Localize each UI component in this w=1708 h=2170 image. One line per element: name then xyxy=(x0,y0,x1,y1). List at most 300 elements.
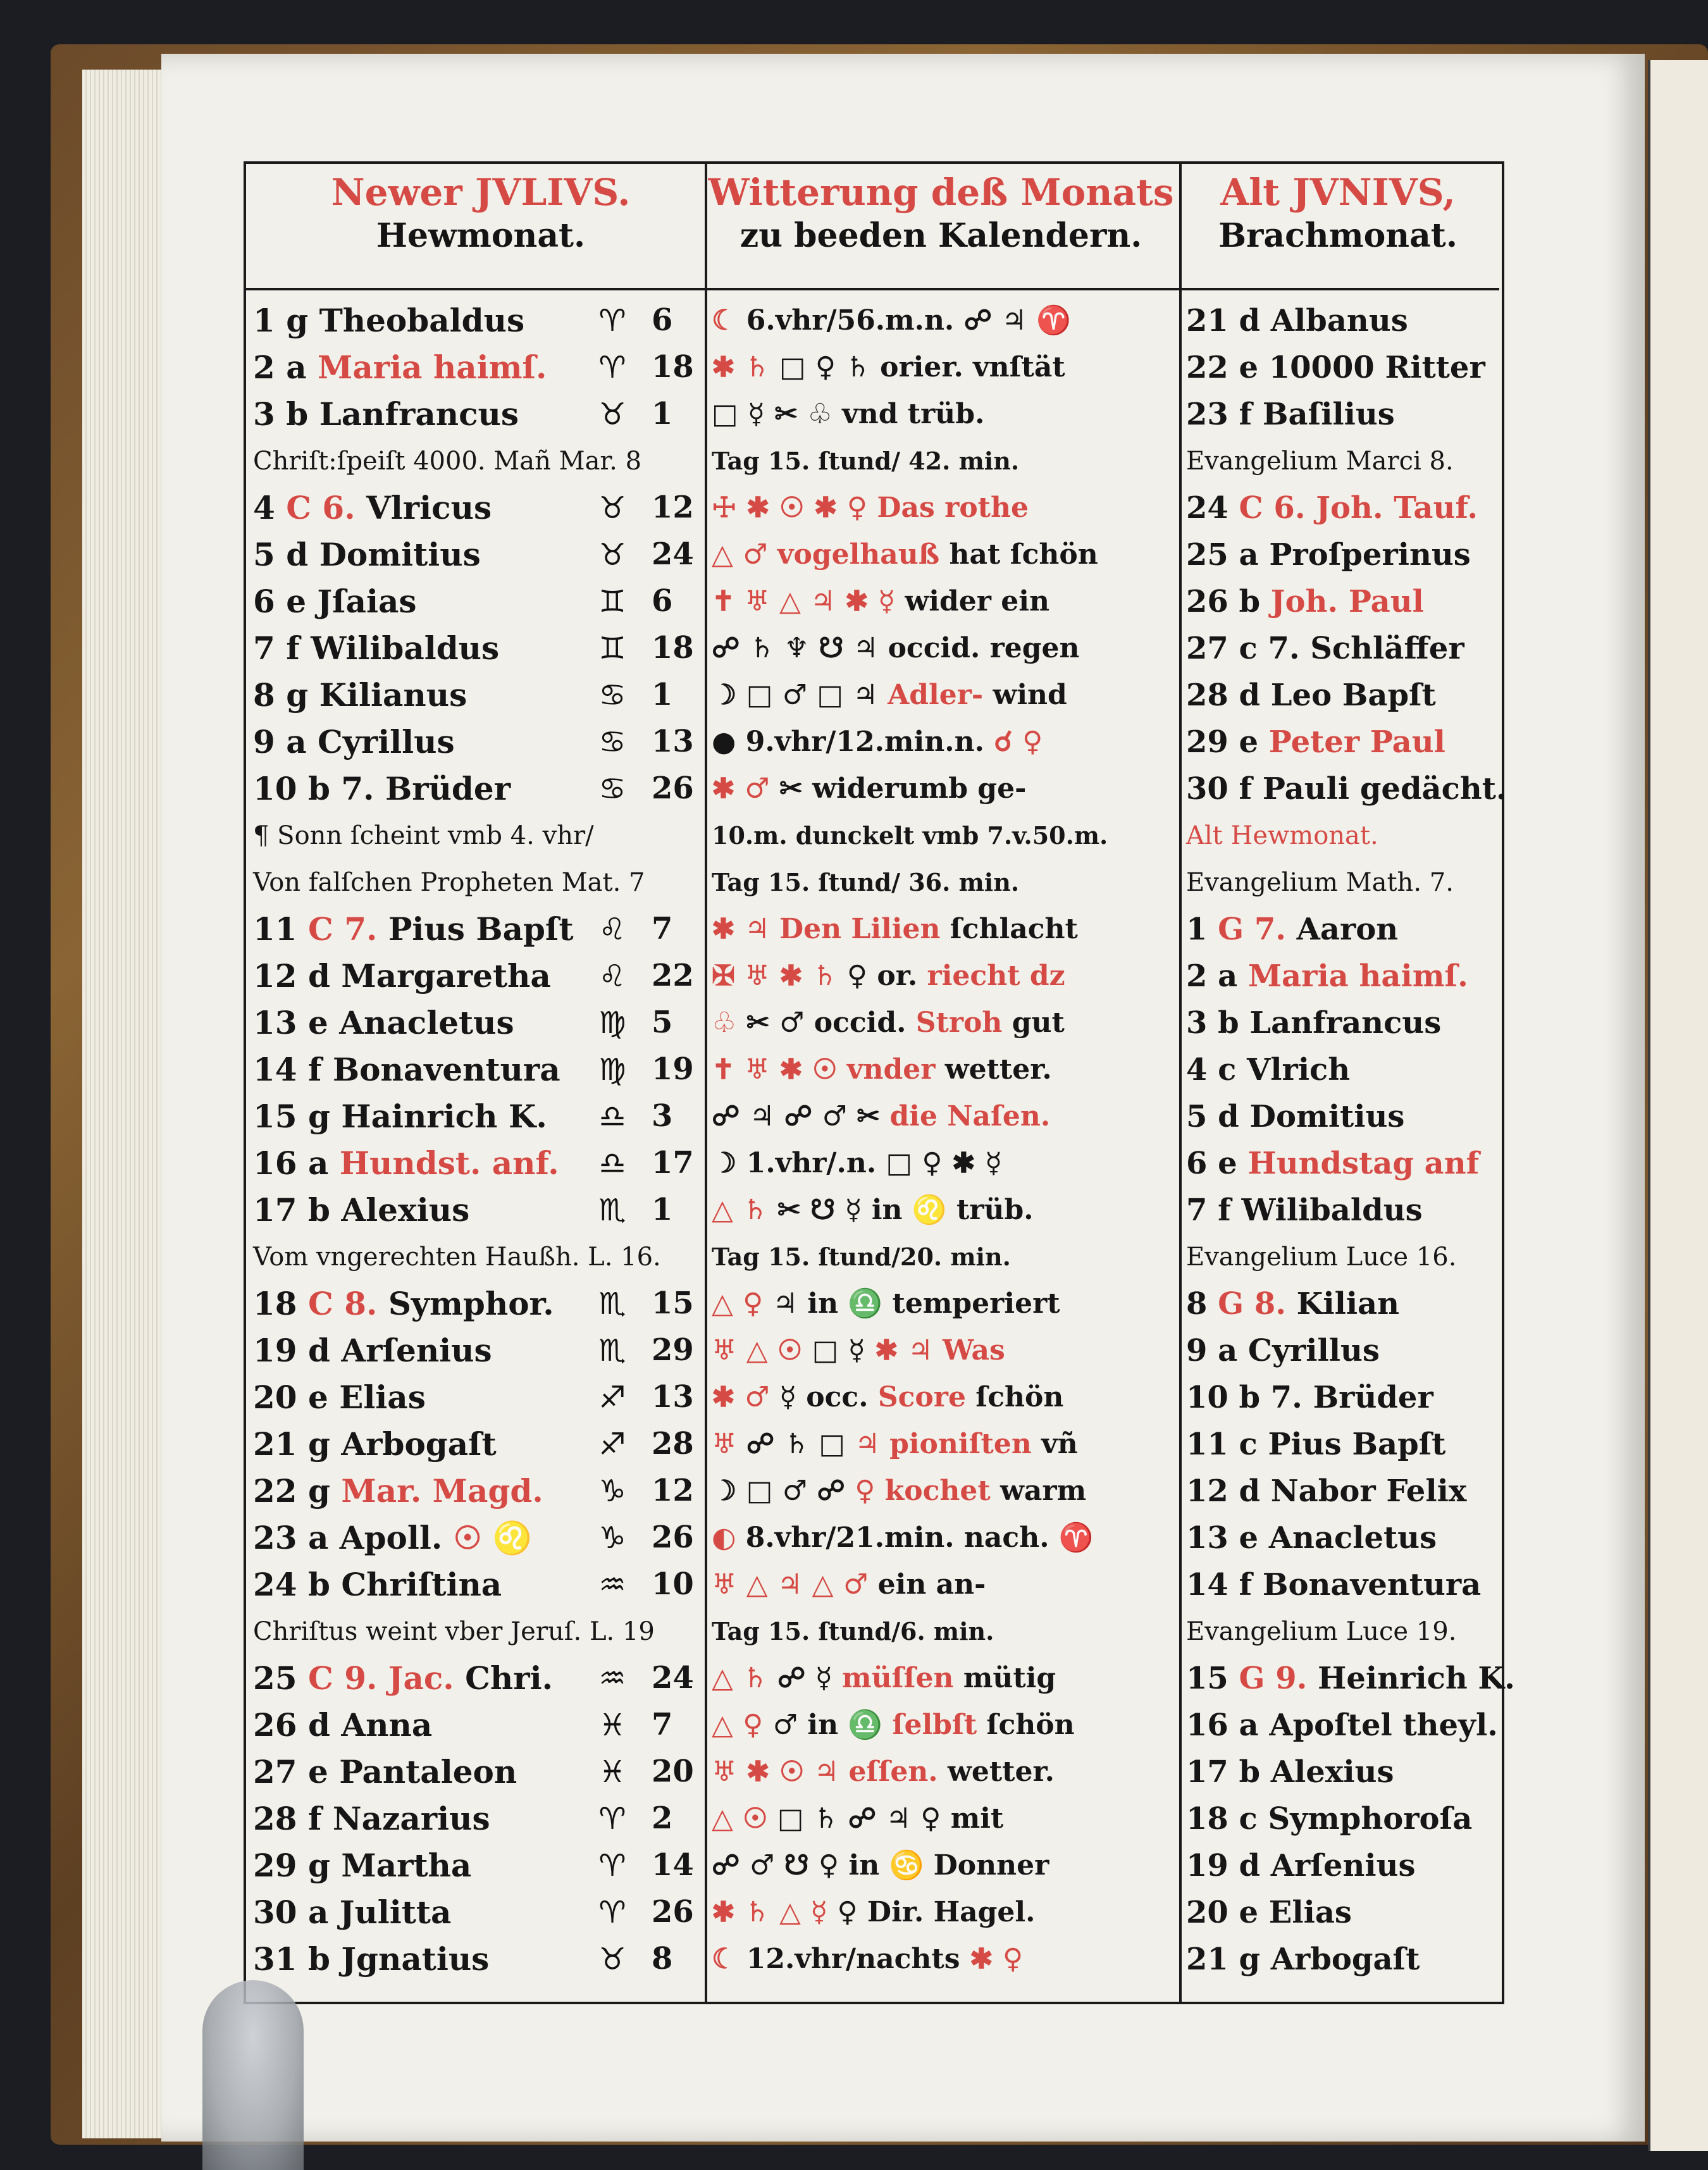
weather-text: ♀ Dir. Hagel. xyxy=(827,1896,1036,1928)
weather-text: ☽ 1.vhr/.n. □ ♀ ✱ ☿ xyxy=(712,1147,1003,1179)
new-calendar-rubric: C 7. xyxy=(308,910,378,948)
weather-rubric: müſſen xyxy=(842,1662,954,1694)
zodiac-sign-icon: ♊ xyxy=(598,584,626,619)
moon-degree-number: 10 xyxy=(652,1566,694,1602)
new-calendar-text: 17 b Alexius xyxy=(253,1191,470,1229)
old-calendar-row xyxy=(1186,1702,1496,1749)
old-calendar-text: 12 d Nabor Felix xyxy=(1186,1473,1467,1509)
weather-rubric: die Naſen. xyxy=(889,1100,1051,1132)
new-calendar-text: 1 g Theobaldus xyxy=(253,302,525,339)
new-calendar-rubric: C 8. xyxy=(308,1285,378,1322)
weather-row xyxy=(712,578,1177,625)
zodiac-sign-icon: ♏ xyxy=(598,1286,626,1322)
old-calendar-text: 17 b Alexius xyxy=(1186,1754,1394,1790)
moon-degree-number: 22 xyxy=(652,958,694,993)
zodiac-sign-icon: ♌ xyxy=(598,958,626,994)
old-calendar-rubric: G 9. xyxy=(1239,1661,1308,1696)
weather-rubric: ♀ kochet xyxy=(855,1475,991,1507)
old-calendar-row xyxy=(1186,766,1507,812)
new-calendar-row xyxy=(253,297,582,344)
weather-rubric: ✱ ♂ xyxy=(712,1381,770,1413)
weather-text: wind xyxy=(983,679,1067,711)
old-calendar-row xyxy=(1186,719,1496,766)
weather-text: ſchön xyxy=(965,1381,1064,1413)
weather-row xyxy=(712,625,1177,672)
old-calendar-row xyxy=(1186,438,1496,485)
weather-text: ✂ ♂ occid. xyxy=(736,1007,916,1039)
header-new-month-black: Hewmonat. xyxy=(376,216,586,255)
new-calendar-text: 11 xyxy=(253,910,308,948)
weather-rubric: ◐ xyxy=(712,1522,736,1554)
moon-degree-number: 17 xyxy=(652,1145,694,1181)
header-old-month-red: Alt JVNIVS, xyxy=(1220,171,1456,214)
new-calendar-text: 9 a Cyrillus xyxy=(253,723,455,760)
weather-row xyxy=(712,1234,1177,1280)
weather-rubric: ✱ ♃ Was xyxy=(874,1334,1005,1367)
new-calendar-text: 5 d Domitius xyxy=(253,536,481,573)
new-calendar-text: 19 d Arſenius xyxy=(253,1332,492,1369)
header-weather xyxy=(705,171,1177,255)
moon-degree-number: 14 xyxy=(652,1847,694,1883)
old-calendar-text: 20 e Elias xyxy=(1186,1895,1352,1930)
weather-note: Tag 15. ſtund/20. min. xyxy=(712,1243,1011,1271)
weather-rubric: ☾ xyxy=(712,1943,737,1975)
old-calendar-text: 2 a xyxy=(1186,958,1248,994)
old-calendar-text: 22 e 10000 Ritter xyxy=(1186,350,1485,385)
new-calendar-text: 31 b Jgnatius xyxy=(253,1940,490,1978)
old-calendar-text: 5 d Domitius xyxy=(1186,1099,1405,1134)
weather-rubric: ♅ ✱ ☉ ♃ eſſen. xyxy=(712,1756,938,1788)
new-calendar-text: 22 g xyxy=(253,1472,342,1510)
zodiac-sign-icon: ♉ xyxy=(598,537,626,573)
zodiac-sign-icon: ♉ xyxy=(598,397,626,432)
weather-row xyxy=(712,1046,1177,1093)
new-calendar-rubric: Hundst. anf. xyxy=(339,1144,559,1182)
zodiac-sign-icon: ♒ xyxy=(598,1567,626,1603)
old-calendar-text: 29 e xyxy=(1186,724,1269,760)
weather-rubric: riecht dz xyxy=(927,960,1065,992)
new-calendar-row xyxy=(253,1374,582,1421)
old-calendar-text: 8 xyxy=(1186,1286,1218,1322)
old-calendar-rubric: Hundstag anf xyxy=(1247,1146,1480,1181)
old-calendar-rubric: Peter Paul xyxy=(1268,724,1445,760)
new-calendar-text: 25 xyxy=(253,1659,308,1697)
old-calendar-text: 14 f Bonaventura xyxy=(1186,1567,1482,1603)
new-calendar-row xyxy=(253,1889,582,1936)
weather-note: Tag 15. ſtund/6. min. xyxy=(712,1617,994,1646)
weather-row xyxy=(712,1421,1177,1468)
new-calendar-text: 18 xyxy=(253,1285,308,1322)
old-calendar-row xyxy=(1186,485,1496,531)
weather-row xyxy=(712,1749,1177,1795)
new-calendar-text: 28 f Nazarius xyxy=(253,1800,490,1837)
weather-text: □ ♄ ☍ ♃ ♀ mit xyxy=(767,1802,1004,1835)
new-calendar-text: Vlricus xyxy=(355,489,492,526)
new-calendar-row xyxy=(253,625,582,672)
old-calendar-row xyxy=(1186,859,1496,906)
zodiac-sign-icon: ♍ xyxy=(598,1005,626,1041)
moon-degree-number: 20 xyxy=(652,1754,694,1789)
weather-note: Tag 15. ſtund/ 36. min. xyxy=(712,868,1020,896)
old-calendar-row xyxy=(1186,1421,1496,1468)
weather-row xyxy=(712,953,1177,1000)
weather-note: Tag 15. ſtund/ 42. min. xyxy=(712,447,1020,475)
new-calendar-rubric: Mar. Magd. xyxy=(341,1472,543,1510)
zodiac-sign-icon: ♋ xyxy=(598,724,626,760)
old-calendar-text: 23 f Baſilius xyxy=(1186,397,1395,432)
weather-text: ſchlacht xyxy=(940,913,1078,945)
old-calendar-row xyxy=(1186,1608,1496,1655)
weather-rubric: ♅ xyxy=(712,1428,737,1460)
zodiac-sign-icon: ♓ xyxy=(598,1708,626,1743)
weather-rubric: △ ♀ xyxy=(712,1287,764,1320)
old-calendar-text: 21 d Albanus xyxy=(1186,303,1408,338)
new-calendar-text: 13 e Anacletus xyxy=(253,1004,514,1041)
weather-rubric: ✱ ♂ xyxy=(712,772,770,805)
moon-degree-number: 5 xyxy=(652,1005,673,1040)
weather-text: ein an- xyxy=(868,1568,986,1601)
new-calendar-text: 26 d Anna xyxy=(253,1706,433,1744)
new-calendar-row xyxy=(253,953,582,1000)
weather-row xyxy=(712,672,1177,719)
moon-degree-number: 26 xyxy=(652,771,694,806)
old-calendar-text: 30 f Pauli gedächt. xyxy=(1186,771,1507,807)
thumb-holding-page xyxy=(202,1980,304,2170)
weather-rubric: ✱ ♄ xyxy=(712,351,770,383)
new-calendar-row xyxy=(253,1234,661,1280)
weather-text: hat ſchön xyxy=(939,538,1098,571)
old-calendar-rubric: G 8. xyxy=(1218,1286,1286,1322)
old-calendar-row xyxy=(1186,1327,1496,1374)
weather-row xyxy=(712,812,1177,859)
weather-text: vñ xyxy=(1031,1428,1078,1460)
old-calendar-row xyxy=(1186,1374,1496,1421)
moon-degree-number: 28 xyxy=(652,1426,694,1461)
weather-rubric: ☾ xyxy=(712,304,737,337)
weather-row xyxy=(712,859,1177,906)
weather-text: ✂ ☋ ☿ in ♌ trüb. xyxy=(767,1194,1034,1226)
old-calendar-row xyxy=(1186,812,1496,859)
new-calendar-row xyxy=(253,531,582,578)
new-calendar-text: 14 f Bonaventura xyxy=(253,1051,560,1088)
weather-row xyxy=(712,531,1177,578)
moon-degree-number: 12 xyxy=(652,490,694,525)
new-calendar-row xyxy=(253,672,582,719)
weather-row xyxy=(712,1561,1177,1608)
moon-degree-number: 24 xyxy=(652,1660,694,1696)
zodiac-sign-icon: ♐ xyxy=(598,1380,626,1415)
weather-row xyxy=(712,1702,1177,1749)
old-calendar-text: 13 e Anacletus xyxy=(1186,1520,1437,1556)
weather-row xyxy=(712,1000,1177,1046)
weather-text: gut xyxy=(1002,1007,1065,1039)
moon-degree-number: 8 xyxy=(652,1941,673,1976)
new-calendar-row xyxy=(253,391,582,438)
new-calendar-row xyxy=(253,1795,582,1842)
old-calendar-text: 24 xyxy=(1186,490,1239,526)
old-calendar-row xyxy=(1186,1655,1515,1702)
old-calendar-text: 16 a Apoſtel theyl. xyxy=(1186,1708,1498,1743)
weather-rubric: ☩ ✱ ☉ ✱ ♀ Das rothe xyxy=(712,492,1029,524)
new-calendar-row xyxy=(253,1842,582,1889)
old-calendar-text: 3 b Lanfrancus xyxy=(1186,1005,1442,1041)
old-calendar-text: 7 f Wilibaldus xyxy=(1186,1193,1423,1228)
weather-text: ☍ ♄ □ xyxy=(736,1428,855,1460)
zodiac-sign-icon: ♎ xyxy=(598,1146,626,1181)
header-weather-red: Witterung deß Monats xyxy=(708,171,1174,214)
old-calendar-rubric: Maria haimſ. xyxy=(1247,958,1468,994)
new-calendar-row xyxy=(253,578,582,625)
old-calendar-row xyxy=(1186,1468,1496,1515)
old-calendar-row xyxy=(1186,1936,1496,1983)
zodiac-sign-icon: ♏ xyxy=(598,1333,626,1368)
old-calendar-text: 1 xyxy=(1186,912,1218,947)
old-calendar-note: Evangelium Marci 8. xyxy=(1186,447,1454,476)
old-calendar-rubric: Joh. Paul xyxy=(1270,584,1424,619)
old-calendar-row xyxy=(1186,906,1496,953)
zodiac-sign-icon: ♋ xyxy=(598,771,626,807)
old-calendar-row xyxy=(1186,391,1496,438)
old-calendar-text: 21 g Arbogaſt xyxy=(1186,1942,1420,1977)
old-calendar-red-note: Alt Hewmonat. xyxy=(1186,821,1378,850)
weather-row xyxy=(712,391,1177,438)
zodiac-sign-icon: ♍ xyxy=(598,1052,626,1088)
column-divider-2 xyxy=(1179,164,1182,2002)
new-calendar-rubric: ☉ ♌ xyxy=(453,1519,533,1556)
new-calendar-text: Pius Bapſt xyxy=(377,910,574,948)
column-divider-1 xyxy=(705,164,707,2002)
header-old-month-black: Brachmonat. xyxy=(1218,216,1457,255)
weather-row xyxy=(712,1515,1177,1561)
weather-row xyxy=(712,1468,1177,1515)
new-calendar-row xyxy=(253,344,582,391)
old-calendar-row xyxy=(1186,625,1496,672)
new-calendar-note: Vom vngerechten Haußh. L. 16. xyxy=(253,1243,661,1272)
new-calendar-row xyxy=(253,1936,582,1983)
old-calendar-text: 9 a Cyrillus xyxy=(1186,1333,1380,1368)
new-calendar-row xyxy=(253,1749,582,1795)
new-calendar-row xyxy=(253,1187,582,1234)
weather-rubric: Score xyxy=(877,1381,966,1413)
weather-text: 12.vhr/nachts xyxy=(736,1943,970,1975)
old-calendar-row xyxy=(1186,1093,1496,1140)
new-calendar-text: Chri. xyxy=(454,1659,554,1697)
weather-row xyxy=(712,719,1177,766)
old-calendar-text: 15 xyxy=(1186,1661,1239,1696)
old-calendar-text: 19 d Arſenius xyxy=(1186,1848,1416,1883)
zodiac-sign-icon: ♎ xyxy=(598,1099,626,1134)
old-calendar-row xyxy=(1186,297,1496,344)
old-calendar-row xyxy=(1186,1000,1496,1046)
old-calendar-rubric: C 6. Joh. Tauf. xyxy=(1239,490,1478,526)
zodiac-sign-icon: ♈ xyxy=(598,1848,626,1883)
old-calendar-row xyxy=(1186,1234,1496,1280)
weather-text: ✂ widerumb ge- xyxy=(769,772,1027,805)
new-calendar-text: 27 e Pantaleon xyxy=(253,1753,517,1790)
zodiac-sign-icon: ♊ xyxy=(598,631,626,666)
zodiac-sign-icon: ♑ xyxy=(598,1520,626,1556)
new-calendar-text: 3 b Lanfrancus xyxy=(253,395,519,433)
header-weather-black: zu beeden Kalendern. xyxy=(740,216,1142,255)
old-calendar-rubric: G 7. xyxy=(1218,912,1286,947)
new-calendar-text: 23 a Apoll. xyxy=(253,1519,454,1556)
new-calendar-row xyxy=(253,906,582,953)
weather-row xyxy=(712,1327,1177,1374)
moon-degree-number: 18 xyxy=(652,349,694,385)
old-calendar-row xyxy=(1186,1889,1496,1936)
weather-rubric: ✝ ♅ △ ♃ ✱ ☿ xyxy=(712,585,896,617)
weather-rubric: ſelbſt xyxy=(892,1709,977,1741)
weather-rubric: ✝ ♅ ✱ ☉ vnder xyxy=(712,1053,936,1086)
old-calendar-row xyxy=(1186,1280,1496,1327)
weather-row xyxy=(712,344,1177,391)
zodiac-sign-icon: ♈ xyxy=(598,350,626,385)
new-calendar-row xyxy=(253,1280,582,1327)
moon-degree-number: 26 xyxy=(652,1520,694,1555)
old-calendar-note: Evangelium Math. 7. xyxy=(1186,868,1454,897)
new-calendar-text: 21 g Arbogaſt xyxy=(253,1425,497,1463)
new-calendar-rubric: C 6. xyxy=(286,489,356,526)
zodiac-sign-icon: ♉ xyxy=(598,1942,626,1977)
new-calendar-text: 24 b Chriſtina xyxy=(253,1566,502,1603)
old-calendar-text: Heinrich K. xyxy=(1307,1661,1515,1696)
weather-rubric: △ ♄ xyxy=(712,1194,768,1226)
zodiac-sign-icon: ♌ xyxy=(598,912,626,947)
weather-rubric: △ ♂ vogelhauß xyxy=(712,538,940,571)
new-calendar-note: Von falſchen Propheten Mat. 7 xyxy=(253,868,645,897)
new-calendar-row xyxy=(253,1140,582,1187)
new-calendar-text: 20 e Elias xyxy=(253,1379,426,1416)
new-calendar-row xyxy=(253,485,582,531)
weather-row xyxy=(712,1608,1177,1655)
new-calendar-row xyxy=(253,1515,582,1561)
weather-rubric: ✱ ♄ △ ☿ xyxy=(712,1896,828,1928)
old-calendar-text: Kilian xyxy=(1285,1286,1400,1322)
weather-text: 8.vhr/21.min. nach. ♈ xyxy=(736,1522,1094,1554)
weather-text: □ ☿ ✂ ♧ vnd trüb. xyxy=(712,398,985,430)
weather-text: ☍ ♂ ☋ ♀ in ♋ Donner xyxy=(712,1849,1049,1882)
old-calendar-row xyxy=(1186,1842,1496,1889)
moon-degree-number: 29 xyxy=(652,1332,694,1368)
weather-text: ☽ □ ♂ □ ♃ xyxy=(712,679,888,711)
moon-degree-number: 26 xyxy=(652,1894,694,1930)
old-calendar-row xyxy=(1186,672,1496,719)
old-calendar-text: Aaron xyxy=(1285,912,1399,947)
new-calendar-text: 30 a Julitta xyxy=(253,1894,452,1931)
new-calendar-note: Chriſtus weint vber Jeruſ. L. 19 xyxy=(253,1617,655,1646)
new-calendar-note: Chriſt:ſpeiſt 4000. Mañ Mar. 8 xyxy=(253,447,642,476)
zodiac-sign-icon: ♋ xyxy=(598,678,626,713)
new-calendar-row xyxy=(253,1655,582,1702)
weather-text: ſchön xyxy=(977,1709,1075,1741)
zodiac-sign-icon: ♏ xyxy=(598,1193,626,1228)
old-calendar-row xyxy=(1186,1187,1496,1234)
new-calendar-text: 12 d Margaretha xyxy=(253,957,551,995)
zodiac-sign-icon: ♈ xyxy=(598,303,626,338)
header-rule xyxy=(244,288,1499,290)
old-calendar-text: 4 c Vlrich xyxy=(1186,1052,1351,1088)
weather-text: 6.vhr/56.m.n. ☍ ♃ ♈ xyxy=(736,304,1071,337)
moon-degree-number: 13 xyxy=(652,724,694,759)
old-calendar-row xyxy=(1186,1795,1496,1842)
new-calendar-text: 29 g Martha xyxy=(253,1847,472,1884)
weather-rubric: ✱ ♃ Den Lilien xyxy=(712,913,941,945)
new-calendar-row xyxy=(253,1093,582,1140)
header-old-month xyxy=(1180,171,1496,255)
weather-row xyxy=(712,1655,1177,1702)
new-calendar-row xyxy=(253,1421,582,1468)
new-calendar-row xyxy=(253,1608,655,1655)
old-calendar-note: Evangelium Luce 16. xyxy=(1186,1243,1457,1272)
new-calendar-text: 2 a xyxy=(253,349,318,386)
new-calendar-row xyxy=(253,1000,582,1046)
weather-text: ☍ ☿ xyxy=(767,1662,843,1694)
weather-text: mütig xyxy=(953,1662,1056,1694)
old-calendar-text: 25 a Proſperinus xyxy=(1186,537,1471,573)
weather-row xyxy=(712,1093,1177,1140)
moon-degree-number: 2 xyxy=(652,1801,673,1836)
moon-degree-number: 6 xyxy=(652,583,673,619)
weather-row xyxy=(712,485,1177,531)
new-calendar-row xyxy=(253,1327,582,1374)
weather-text: □ ☿ xyxy=(802,1334,875,1367)
new-calendar-text: Symphor. xyxy=(377,1285,554,1322)
weather-rubric: ✠ ♅ ✱ ♄ xyxy=(712,960,838,992)
weather-rubric: ☌ ♀ xyxy=(994,726,1043,758)
weather-row xyxy=(712,1889,1177,1936)
weather-text: □ ♀ ♄ orier. vnſtät xyxy=(769,351,1065,383)
weather-text: ♀ or. xyxy=(837,960,927,992)
weather-text: wider ein xyxy=(895,585,1049,617)
zodiac-sign-icon: ♉ xyxy=(598,490,626,526)
weather-row xyxy=(712,1842,1177,1889)
zodiac-sign-icon: ♓ xyxy=(598,1754,626,1790)
old-calendar-row xyxy=(1186,344,1496,391)
zodiac-sign-icon: ♑ xyxy=(598,1473,626,1509)
weather-row xyxy=(712,1140,1177,1187)
new-calendar-row xyxy=(253,438,642,485)
moon-degree-number: 19 xyxy=(652,1051,694,1087)
moon-degree-number: 15 xyxy=(652,1286,694,1321)
old-calendar-row xyxy=(1186,578,1496,625)
zodiac-sign-icon: ♈ xyxy=(598,1895,626,1930)
new-calendar-text: 15 g Hainrich K. xyxy=(253,1098,547,1135)
old-calendar-row xyxy=(1186,531,1496,578)
weather-row xyxy=(712,1280,1177,1327)
weather-text: wetter. xyxy=(935,1053,1052,1086)
weather-row xyxy=(712,1374,1177,1421)
old-calendar-row xyxy=(1186,1515,1496,1561)
old-calendar-text: 26 b xyxy=(1186,584,1271,619)
weather-row xyxy=(712,766,1177,812)
weather-row xyxy=(712,906,1177,953)
old-calendar-text: 11 c Pius Bapſt xyxy=(1186,1427,1446,1462)
weather-text: wetter. xyxy=(938,1756,1055,1788)
weather-row xyxy=(712,1936,1177,1983)
weather-text: ☽ □ ♂ ☍ xyxy=(712,1475,855,1507)
old-calendar-text: 10 b 7. Brüder xyxy=(1186,1380,1433,1415)
old-calendar-row xyxy=(1186,1140,1496,1187)
new-calendar-row xyxy=(253,1561,582,1608)
weather-rubric: △ ☉ xyxy=(712,1802,768,1835)
weather-text: ☍ ♄ ♆ ☋ ♃ occid. regen xyxy=(712,632,1080,664)
moon-degree-number: 6 xyxy=(652,302,673,338)
old-calendar-text: 6 e xyxy=(1186,1146,1248,1181)
moon-degree-number: 1 xyxy=(652,396,673,431)
new-calendar-row xyxy=(253,719,582,766)
zodiac-sign-icon: ♒ xyxy=(598,1661,626,1696)
new-calendar-row xyxy=(253,812,594,859)
